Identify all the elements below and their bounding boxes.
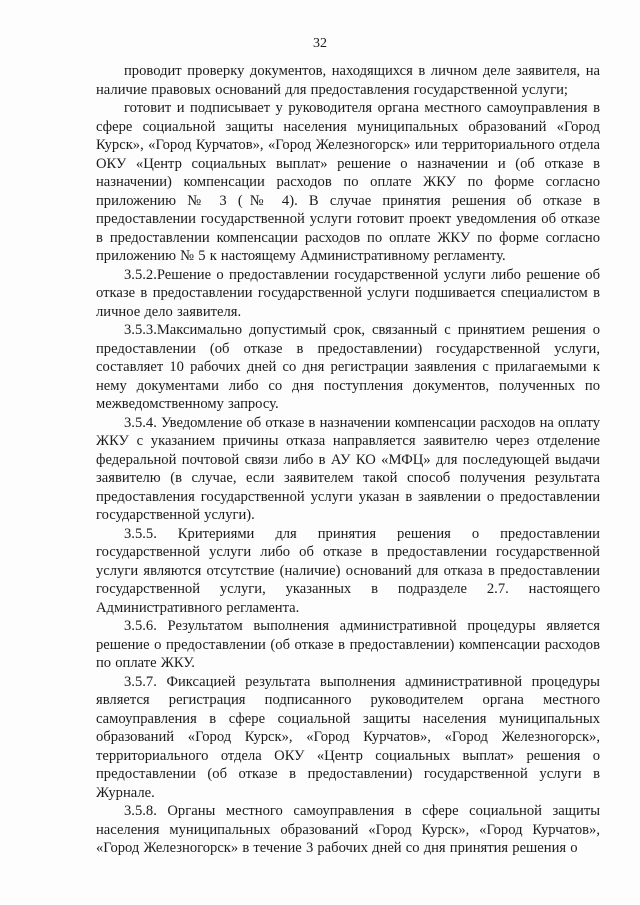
paragraph-check-documents: проводит проверку документов, находящихся в личном деле заявителя, на наличие правовых оснований для предоставления государственной услуги; — [96, 63, 600, 98]
paragraph-prepare-decision: готовит и подписывает у руководителя органа местного самоуправления в сфере социальной защиты населения муниципальных образований «Город Курск», «Город Курчатов», «Город Железногорск» или территориального отдела ОКУ «Центр социальных выплат» решение о назначении и (об отказе в назначении) компенсации расходов по оплате ЖКУ по форме согласно приложению № 3 (№ 4). В случае принятия решения об отказе в предоставлении государственной услуги готовит проект уведомления об отказе в предоставлении компенсации расходов по оплате ЖКУ по форме согласно приложению № 5 к настоящему Административному регламенту. — [96, 100, 600, 264]
document-body — [96, 62, 600, 858]
paragraph-3-5-4: 3.5.4. Уведомление об отказе в назначении компенсации расходов на оплату ЖКУ с указанием причины отказа направляется заявителю через отделение федеральной почтовой связи либо в АУ КО «МФЦ» для последующей выдачи заявителю (в случае, если заявителем такой способ получения результата предоставления государственной услуги указан в заявлении о предоставлении государственной услуги). — [96, 414, 600, 523]
paragraph-3-5-3: 3.5.3.Максимально допустимый срок, связанный с принятием решения о предоставлении (об отказе в предоставлении) государственной услуги, составляет 10 рабочих дней со дня регистрации заявления с прилагаемыми к нему документами либо со дня поступления документов, полученных по межведомственному запросу. — [96, 322, 600, 412]
paragraph-3-5-2: 3.5.2.Решение о предоставлении государственной услуги либо решение об отказе в предоставлении государственной услуги подшивается специалистом в личное дело заявителя. — [96, 266, 600, 320]
paragraph-3-5-7: 3.5.7. Фиксацией результата выполнения административной процедуры является регистрация подписанного руководителем органа местного самоуправления в сфере социальной защиты населения муниципальных образований «Город Курск», «Город Курчатов», «Город Железногорск», территориального отдела ОКУ «Центр социальных выплат» решения о предоставлении (об отказе в предоставлении) государственной услуги в Журнале. — [96, 673, 600, 801]
paragraph-3-5-5: 3.5.5. Критериями для принятия решения о предоставлении государственной услуги либо об отказе в предоставлении государственной услуги являются отсутствие (наличие) оснований для отказа в предоставлении государственной услуги, указанных в подразделе 2.7. настоящего Административного регламента. — [96, 525, 600, 616]
paragraph-3-5-6: 3.5.6. Результатом выполнения административной процедуры является решение о предоставлении (об отказе в предоставлении) компенсации расходов по оплате ЖКУ. — [96, 618, 600, 671]
page-number: 32 — [313, 36, 327, 51]
paragraph-3-5-8: 3.5.8. Органы местного самоуправления в сфере социальной защиты населения муниципальных образований «Город Курск», «Город Курчатов», «Город Железногорск» в течение 3 рабочих дней со дня принятия решения о — [96, 803, 600, 856]
